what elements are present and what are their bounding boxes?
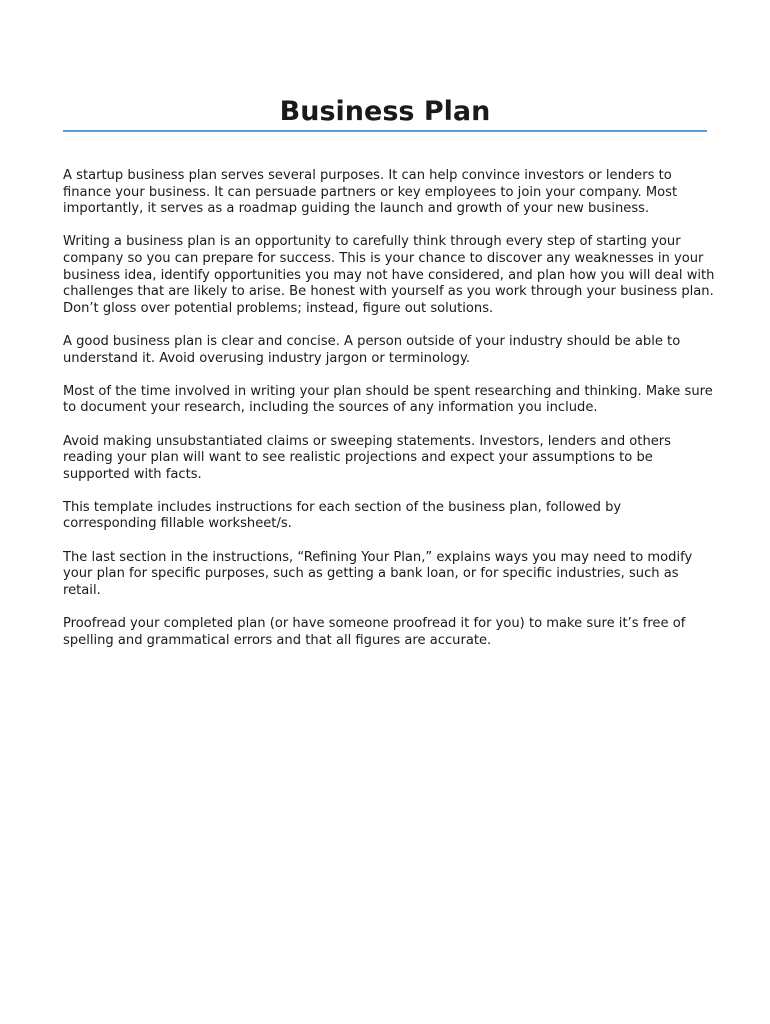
title-underline <box>63 130 707 132</box>
paragraph-proofread: Proofread your completed plan (or have someone proofread it for you) to make sure it’s free of spelling and grammatical errors and that all figures are accurate. <box>63 616 686 648</box>
document-body <box>63 168 715 666</box>
paragraph-claims: Avoid making unsubstantiated claims or sweeping statements. Investors, lenders and others reading your plan will want to see realistic projections and expect your assumptions to be supported with facts. <box>63 433 672 482</box>
paragraph-research: Most of the time involved in writing your plan should be spent researching and thinking. Make sure to document your research, including the sources of any information you include. <box>63 383 713 416</box>
paragraph-purposes: A startup business plan serves several purposes. It can help convince investors or lenders to finance your business. It can persuade partners or key employees to join your company. Most importantly, it serves as a roadmap guiding the launch and growth of your new business. <box>63 168 678 217</box>
page-title: Business Plan <box>279 96 491 127</box>
paragraph-clear-concise: A good business plan is clear and concise. A person outside of your industry should be able to understand it. Avoid overusing industry jargon or terminology. <box>63 333 681 366</box>
paragraph-template: This template includes instructions for each section of the business plan, followed by corresponding fillable worksheet/s. <box>63 499 622 532</box>
paragraph-opportunity: Writing a business plan is an opportunity to carefully think through every step of starting your company so you can prepare for success. This is your chance to discover any weaknesses in your business idea, identify opportunities you may not have considered, and plan how you will deal with challenges that are likely to arise. Be honest with yourself as you work through your business plan. Don’t gloss over potential problems; instead, figure out solutions. <box>63 234 715 316</box>
paragraph-refining: The last section in the instructions, “Refining Your Plan,” explains ways you may need to modify your plan for specific purposes, such as getting a bank loan, or for specific industries, such as retail. <box>63 549 693 598</box>
